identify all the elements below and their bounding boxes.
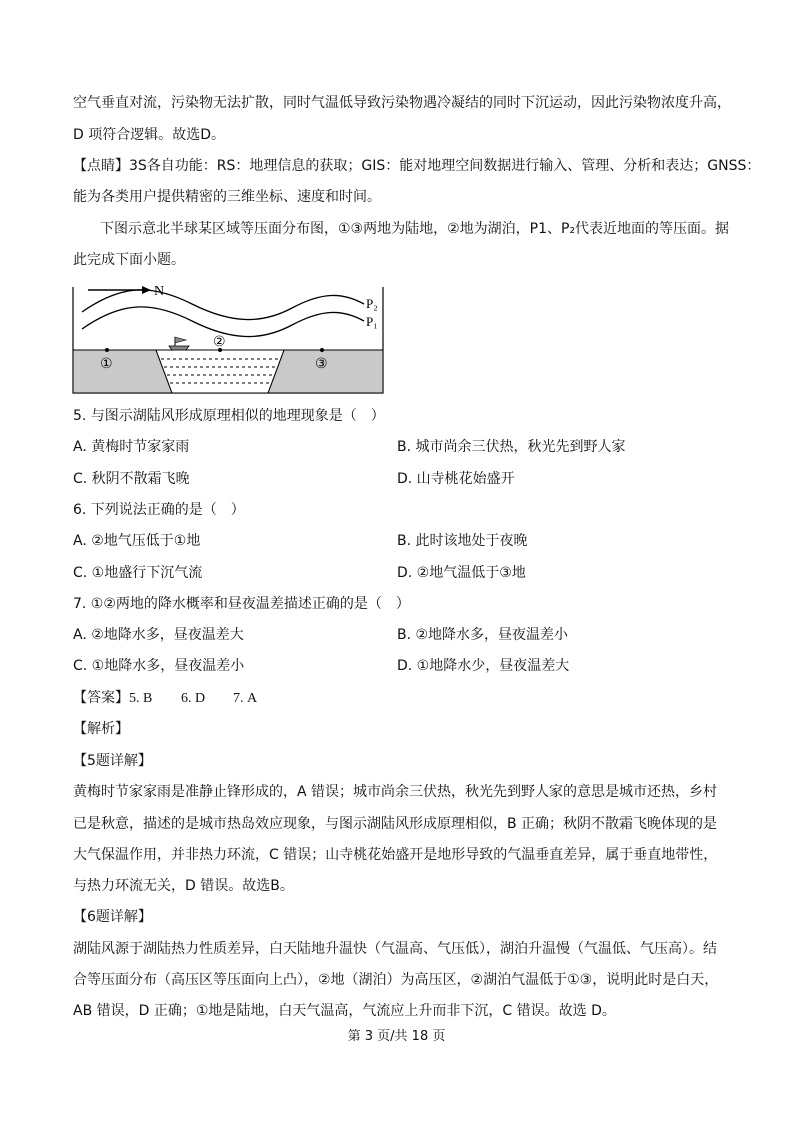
- site-dot: [105, 348, 109, 352]
- q6-option-a: A. ②地气压低于①地: [73, 533, 201, 549]
- q5-detail-line: 大气保温作用，并非热力环流，C 错误；山寺桃花始盛开是地形导致的气温垂直差异，属于垂直地带性，: [73, 847, 718, 863]
- q6-option-d: D. ②地气温低于③地: [397, 565, 526, 581]
- q5-option-c: C. 秋阴不散霜飞晚: [73, 471, 190, 487]
- q6-detail-line: AB 错误，D 正确；①地是陆地，白天气温高，气流应上升而非下沉，C 错误。故选 D。: [73, 1003, 616, 1019]
- isobar-diagram: [72, 282, 384, 394]
- q5-option-a: A. 黄梅时节家家雨: [73, 439, 190, 455]
- answer-5: 5. B: [129, 691, 153, 706]
- q6-option-b: B. 此时该地处于夜晚: [397, 533, 528, 549]
- site-3-label: ③: [315, 356, 328, 372]
- q5-option-b: B. 城市尚余三伏热，秋光先到野人家: [397, 439, 626, 455]
- q7-option-b: B. ②地降水多，昼夜温差小: [397, 627, 569, 643]
- site-1-label: ①: [100, 356, 113, 372]
- answer-7: 7. A: [233, 691, 258, 706]
- question-6-stem: 6. 下列说法正确的是（ ）: [73, 502, 245, 518]
- q5-option-d: D. 山寺桃花始盛开: [397, 471, 515, 487]
- land-left: [73, 350, 172, 393]
- site-2-label: ②: [213, 334, 226, 350]
- q7-option-c: C. ①地降水多，昼夜温差小: [73, 658, 245, 674]
- answer-6: 6. D: [181, 691, 206, 706]
- intro-line: 下图示意北半球某区域等压面分布图，①③两地为陆地，②地为湖泊，P1、P₂代表近地面的等压面。据: [100, 221, 730, 237]
- lake: [156, 350, 284, 393]
- answer-row: [73, 688, 257, 709]
- boat-icon: [169, 337, 189, 350]
- p2-label: P₂: [366, 296, 378, 311]
- analysis-heading: 【解析】: [73, 721, 129, 737]
- intro-line: 此完成下面小题。: [73, 252, 185, 268]
- p1-label: P₁: [366, 314, 378, 329]
- q5-detail-heading: 【5题详解】: [73, 753, 152, 769]
- paragraph-line: D 项符合逻辑。故选D。: [73, 127, 226, 143]
- north-label: N: [154, 284, 165, 299]
- tip-line: 【点睛】3S各自功能：RS：地理信息的获取；GIS：能对地理空间数据进行输入、管理、分析和表达；GNSS：: [73, 158, 761, 174]
- paragraph-line: 空气垂直对流，污染物无法扩散，同时气温低导致污染物遇冷凝结的同时下沉运动，因此污染物浓度升高，: [73, 95, 731, 111]
- q6-detail-heading: 【6题详解】: [73, 909, 152, 925]
- answer-label: 【答案】: [73, 690, 129, 706]
- question-5-stem: 5. 与图示湖陆风形成原理相似的地理现象是（ ）: [73, 408, 385, 424]
- north-arrow-head: [142, 286, 151, 294]
- q5-detail-line: 黄梅时节家家雨是准静止锋形成的，A 错误；城市尚余三伏热，秋光先到野人家的意思是城市还热，乡村: [73, 784, 718, 800]
- q5-detail-line: 已是秋意，描述的是城市热岛效应现象，与图示湖陆风形成原理相似，B 正确；秋阴不散霜飞晚体现的是: [73, 816, 718, 832]
- paragraph-line: 能为各类用户提供精密的三维坐标、速度和时间。: [73, 189, 381, 205]
- site-dot: [320, 348, 324, 352]
- question-7-stem: 7. ①②两地的降水概率和昼夜温差描述正确的是（ ）: [73, 596, 410, 612]
- q7-option-a: A. ②地降水多，昼夜温差大: [73, 627, 244, 643]
- q6-detail-line: 合等压面分布（高压区等压面向上凸），②地（湖泊）为高压区，②湖泊气温低于①③，说明此时是白天，: [73, 972, 719, 988]
- isobar-p2: [82, 290, 364, 320]
- isobar-p1: [82, 307, 364, 337]
- page-footer: 第 3 页/共 18 页: [347, 1029, 446, 1044]
- q6-detail-line: 湖陆风源于湖陆热力性质差异，白天陆地升温快（气温高、气压低），湖泊升温慢（气温低、气压高）。结: [73, 941, 717, 957]
- q6-option-c: C. ①地盛行下沉气流: [73, 565, 203, 581]
- q7-option-d: D. ①地降水少，昼夜温差大: [397, 658, 570, 674]
- q5-detail-line: 与热力环流无关，D 错误。故选B。: [73, 878, 294, 894]
